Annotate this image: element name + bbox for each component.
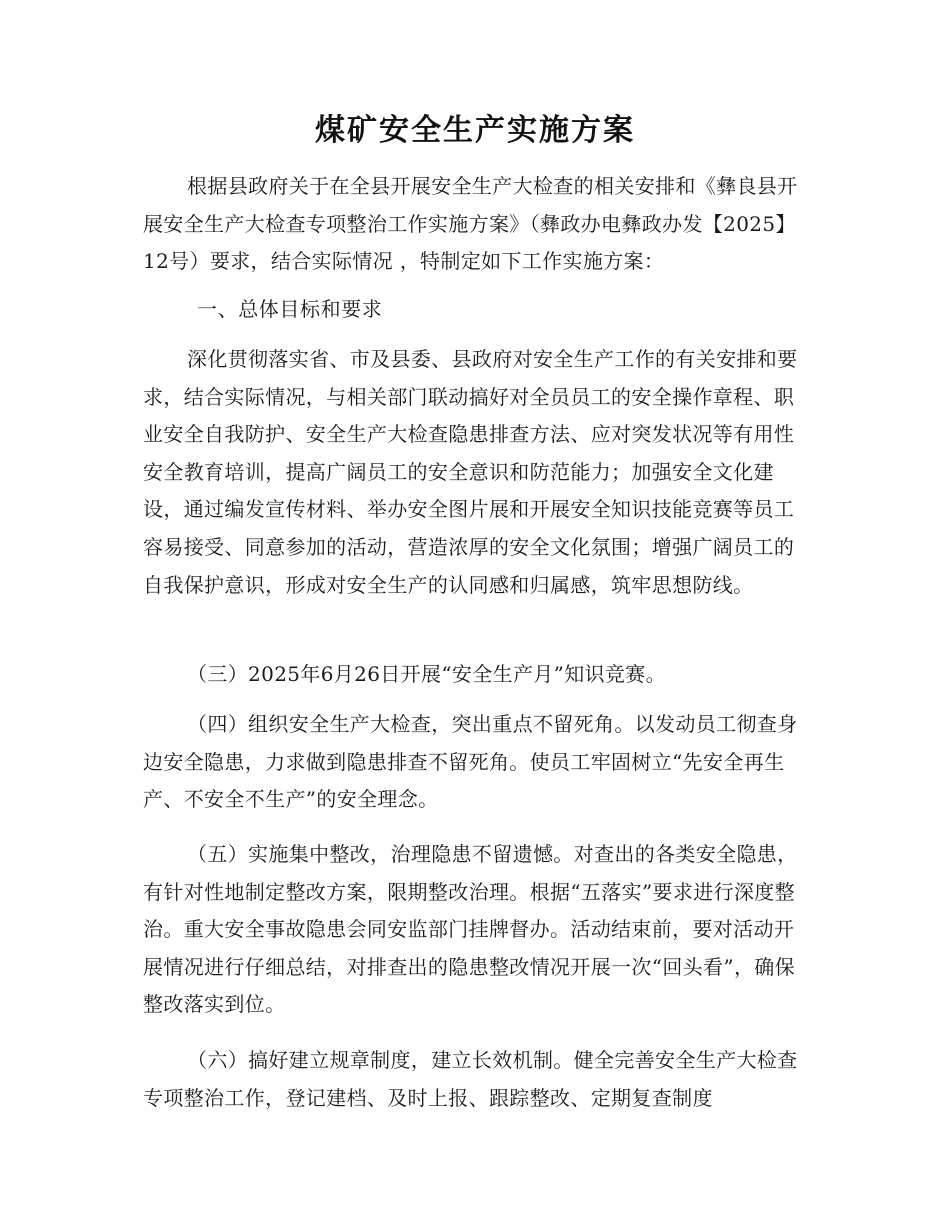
- body-paragraph-item-3: （三）2025年6月26日开展“安全生产月”知识竞赛。: [187, 662, 666, 686]
- body-paragraph-goals: 深化贯彻落实省、市及县委、县政府对安全生产工作的有关安排和要求，结合实际情况，与相关部门联动搞好对全员员工的安全操作章程、职业安全自我防护、安全生产大检查隐患排查方法、应对突发状况等有用性安全教育培训，提高广阔员工的安全意识和防范能力；加强安全文化建设，通过编发宣传材料、举办安全图片展和开展安全知识技能竞赛等员工容易接受、同意参加的活动，营造浓厚的安全文化氛围；增强广阔员工的自我保护意识，形成对安全生产的认同感和归属感，筑牢思想防线。: [143, 347, 798, 597]
- document-title: 煤矿安全生产实施方案: [315, 113, 635, 148]
- body-paragraph-item-6: （六）搞好建立规章制度，建立长效机制。健全完善安全生产大检查专项整治工作，登记建档、及时上报、跟踪整改、定期复查制度: [143, 1048, 798, 1110]
- intro-paragraph: 根据县政府关于在全县开展安全生产大检查的相关安排和《彝良县开展安全生产大检查专项整治工作实施方案》（彝政办电彝政办发【2025】12号）要求，结合实际情况 ，特制定如下工作实施方案：: [143, 174, 798, 274]
- body-paragraph-item-4: （四）组织安全生产大检查，突出重点不留死角。以发动员工彻查身边安全隐患，力求做到隐患排查不留死角。使员工牢固树立“先安全再生产、不安全不生产”的安全理念。: [143, 712, 798, 812]
- body-paragraph-item-5: （五）实施集中整改，治理隐患不留遗憾。对查出的各类安全隐患，有针对性地制定整改方案，限期整改治理。根据“五落实”要求进行深度整治。重大安全事故隐患会同安监部门挂牌督办。活动结束前，要对活动开展情况进行仔细总结，对排查出的隐患整改情况开展一次“回头看”，确保整改落实到位。: [143, 842, 798, 1017]
- section-heading-overall-goals: 一、总体目标和要求: [197, 297, 383, 321]
